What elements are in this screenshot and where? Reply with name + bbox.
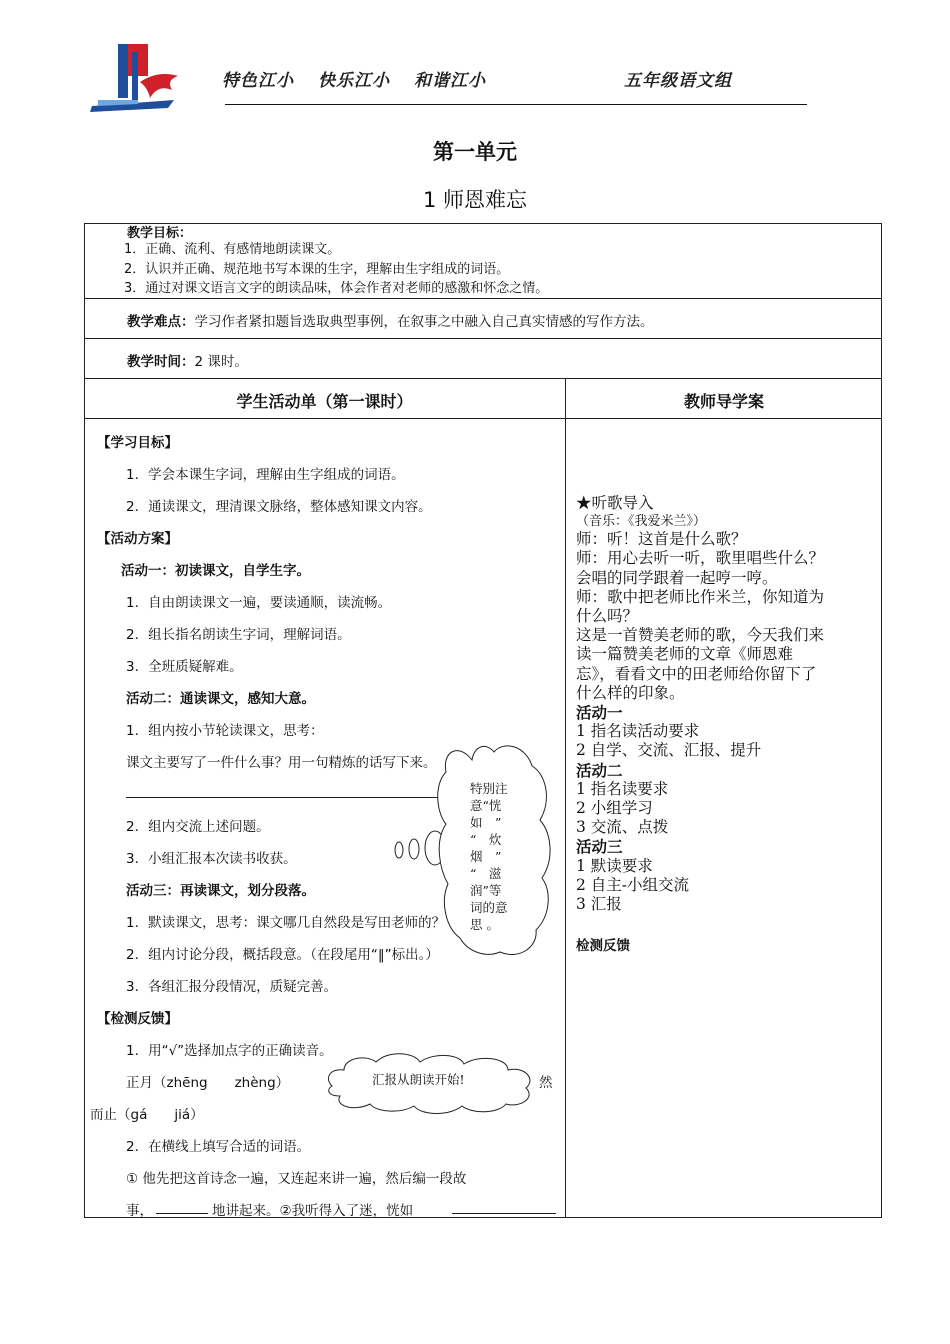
activity-step: 1．自由朗读课文一遍，要读通顺，读流畅。 bbox=[126, 595, 392, 611]
pinyin-choice-tail: 然 bbox=[539, 1075, 553, 1091]
cloud-note-line: 润”等 bbox=[470, 883, 502, 898]
activity-question: 课文主要写了一件什么事？用一句精炼的话写下来。 bbox=[126, 755, 437, 771]
row-divider bbox=[84, 418, 882, 419]
cloud-note-line: 意“恍 bbox=[470, 798, 502, 813]
guide-activity2-title: 活动二 bbox=[576, 760, 623, 780]
activity-step: 3．各组汇报分段情况，质疑完善。 bbox=[126, 979, 338, 995]
speech-note: 汇报从朗读开始! bbox=[372, 1072, 465, 1087]
activity-step: 2．组内讨论分段，概括段意。（在段尾用“‖”标出。） bbox=[126, 947, 439, 963]
guide-feedback: 检测反馈 bbox=[576, 938, 630, 954]
time-text: 2 课时。 bbox=[194, 354, 248, 370]
feedback-sentence: ① 他先把这首诗念一遍，又连起来讲一遍，然后编一段故 bbox=[126, 1171, 467, 1187]
guide-line: 2 自主-小组交流 bbox=[576, 875, 690, 894]
row-divider bbox=[84, 338, 882, 339]
feedback-sentence-a: 事， bbox=[126, 1203, 153, 1219]
unit-title: 第一单元 bbox=[433, 140, 517, 164]
difficulty-row bbox=[127, 310, 654, 330]
motto-1: 特色江小 bbox=[222, 71, 294, 91]
cloud-note-line: 如 ” bbox=[470, 815, 502, 830]
cloud-note bbox=[470, 780, 532, 933]
intro-title: ★听歌导入 bbox=[576, 494, 654, 512]
fill-blank[interactable] bbox=[156, 1213, 208, 1214]
motto-3: 和谐江小 bbox=[414, 71, 486, 91]
guide-line: 1 默读要求 bbox=[576, 856, 653, 875]
guide-activity1-title: 活动一 bbox=[576, 703, 623, 723]
header-rule bbox=[225, 104, 807, 105]
guide-activity3-title: 活动三 bbox=[576, 837, 623, 857]
feedback-item: 2．在横线上填写合适的词语。 bbox=[126, 1139, 311, 1155]
right-column-header: 教师导学案 bbox=[683, 392, 764, 411]
objective-item: 3．通过对课文语言文字的朗读品味，体会作者对老师的感激和怀念之情。 bbox=[124, 281, 549, 296]
lesson-title: 1 师恩难忘 bbox=[422, 188, 528, 212]
activity1-title: 活动一：初读课文，自学生字。 bbox=[121, 563, 310, 579]
activity-step: 3．全班质疑解难。 bbox=[126, 659, 243, 675]
pinyin-choice: 正月（zhēng zhèng） bbox=[126, 1075, 290, 1091]
goal-item: 1．学会本课生字词，理解由生字组成的词语。 bbox=[126, 467, 405, 483]
activity2-title: 活动二：通读课文，感知大意。 bbox=[126, 691, 315, 707]
feedback-item: 1．用“√”选择加点字的正确读音。 bbox=[126, 1043, 333, 1059]
guide-line: 师：歌中把老师比作米兰，你知道为 bbox=[576, 587, 825, 606]
motto-2: 快乐江小 bbox=[318, 71, 390, 91]
guide-line: 什么样的印象。 bbox=[576, 683, 685, 702]
feedback-heading: 【检测反馈】 bbox=[97, 1011, 178, 1027]
guide-line: 1 指名读要求 bbox=[576, 779, 669, 798]
guide-line: 2 自学、交流、汇报、提升 bbox=[576, 741, 762, 760]
activity3-title: 活动三：再读课文，划分段落。 bbox=[126, 883, 315, 899]
guide-line: 忘》，看看文中的田老师给你留下了 bbox=[576, 664, 817, 683]
cloud-note-line: “ 炊 bbox=[470, 832, 502, 847]
guide-line: 会唱的同学跟着一起哼一哼。 bbox=[576, 568, 778, 587]
guide-line: 什么吗？ bbox=[576, 607, 639, 626]
guide-line: 1 指名读活动要求 bbox=[576, 722, 700, 741]
guide-line: 2 小组学习 bbox=[576, 799, 653, 818]
school-logo bbox=[88, 42, 186, 112]
activity-step: 1．默读课文，思考：课文哪几自然段是写田老师的？ bbox=[126, 915, 446, 931]
grade-group: 五年级语文组 bbox=[624, 71, 732, 91]
plan-heading: 【活动方案】 bbox=[97, 531, 178, 547]
guide-line: 这是一首赞美老师的歌，今天我们来 bbox=[576, 626, 825, 645]
objective-item: 2．认识并正确、规范地书写本课的生字，理解由生字组成的词语。 bbox=[124, 262, 510, 277]
music-note: （音乐：《我爱米兰》） bbox=[576, 514, 707, 530]
difficulty-label: 教学难点： bbox=[127, 314, 195, 330]
row-divider bbox=[84, 378, 882, 379]
time-row bbox=[127, 350, 248, 370]
activity-step: 3．小组汇报本次读书收获。 bbox=[126, 851, 297, 867]
objective-item: 1．正确、流利、有感情地朗读课文。 bbox=[124, 242, 341, 257]
study-goal-heading: 【学习目标】 bbox=[97, 435, 178, 451]
cloud-note-line: “ 滋 bbox=[470, 866, 502, 881]
feedback-sentence-b: 地讲起来。②我听得入了迷，恍如 bbox=[212, 1203, 414, 1219]
time-label: 教学时间： bbox=[127, 354, 195, 370]
cloud-note-line: 词的意 bbox=[470, 900, 508, 915]
cloud-note-line: 烟 ” bbox=[470, 849, 502, 864]
left-column-header: 学生活动单（第一课时） bbox=[236, 392, 413, 411]
guide-line: 3 交流、点拨 bbox=[576, 818, 669, 837]
guide-line: 师：听！这首是什么歌？ bbox=[576, 530, 747, 549]
guide-line: 师：用心去听一听，歌里唱些什么？ bbox=[576, 549, 825, 568]
row-divider bbox=[84, 298, 882, 299]
difficulty-text: 学习作者紧扣题旨选取典型事例，在叙事之中融入自己真实情感的写作方法。 bbox=[194, 314, 654, 330]
pinyin-choice: 而止（gá jiá） bbox=[90, 1107, 204, 1123]
teacher-guide bbox=[576, 494, 876, 914]
objectives-label: 教学目标： bbox=[127, 226, 193, 241]
activity-step: 1．组内按小节轮读课文，思考： bbox=[126, 723, 324, 739]
guide-line: 读一篇赞美老师的文章《师恩难 bbox=[576, 645, 794, 664]
guide-line: 3 汇报 bbox=[576, 895, 622, 914]
activity-step: 2．组长指名朗读生字词，理解词语。 bbox=[126, 627, 351, 643]
goal-item: 2．通读课文，理清课文脉络，整体感知课文内容。 bbox=[126, 499, 432, 515]
cloud-note-line: 特别注 bbox=[470, 781, 508, 796]
fill-blank[interactable] bbox=[452, 1213, 556, 1214]
activity-step: 2．组内交流上述问题。 bbox=[126, 819, 270, 835]
column-divider bbox=[565, 378, 566, 1218]
cloud-note-line: 思 。 bbox=[470, 917, 499, 932]
